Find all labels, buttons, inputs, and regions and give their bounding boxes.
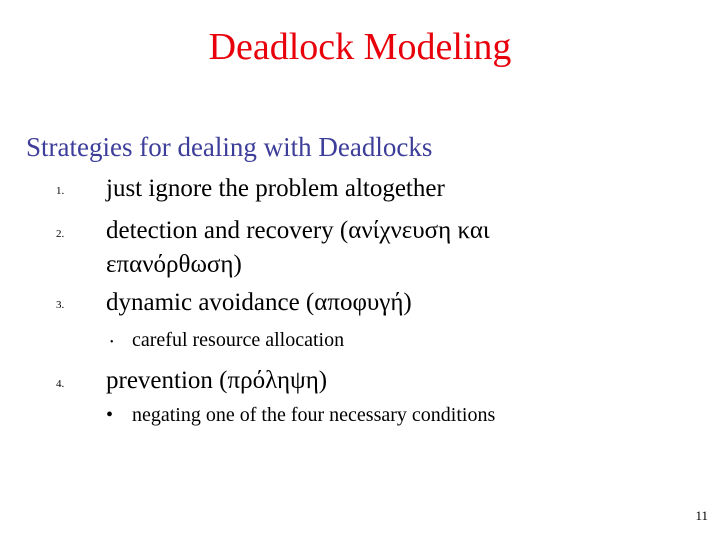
sub-item-3-1: careful resource allocation	[132, 329, 345, 351]
sub-item-4-1: negating one of the four necessary conditions	[132, 404, 496, 426]
list-item-2-line1: detection and recovery (ανίχνευση και	[106, 217, 490, 244]
list-item-2-line2: επανόρθωση)	[106, 251, 242, 278]
sub-bullet-3: •	[110, 337, 114, 348]
list-number-4: 4.	[56, 378, 65, 390]
list-number-2: 2.	[56, 228, 65, 240]
list-item-3: dynamic avoidance (αποφυγή)	[106, 289, 412, 316]
slide-subtitle: Strategies for dealing with Deadlocks	[26, 132, 433, 162]
sub-bullet-4: •	[106, 404, 114, 426]
list-item-1: just ignore the problem altogether	[106, 175, 445, 202]
list-number-3: 3.	[56, 299, 65, 311]
list-item-4: prevention (πρόληψη)	[106, 367, 328, 394]
slide-title: Deadlock Modeling	[208, 26, 512, 68]
list-number-1: 1.	[56, 185, 65, 197]
page-number: 11	[695, 508, 708, 523]
